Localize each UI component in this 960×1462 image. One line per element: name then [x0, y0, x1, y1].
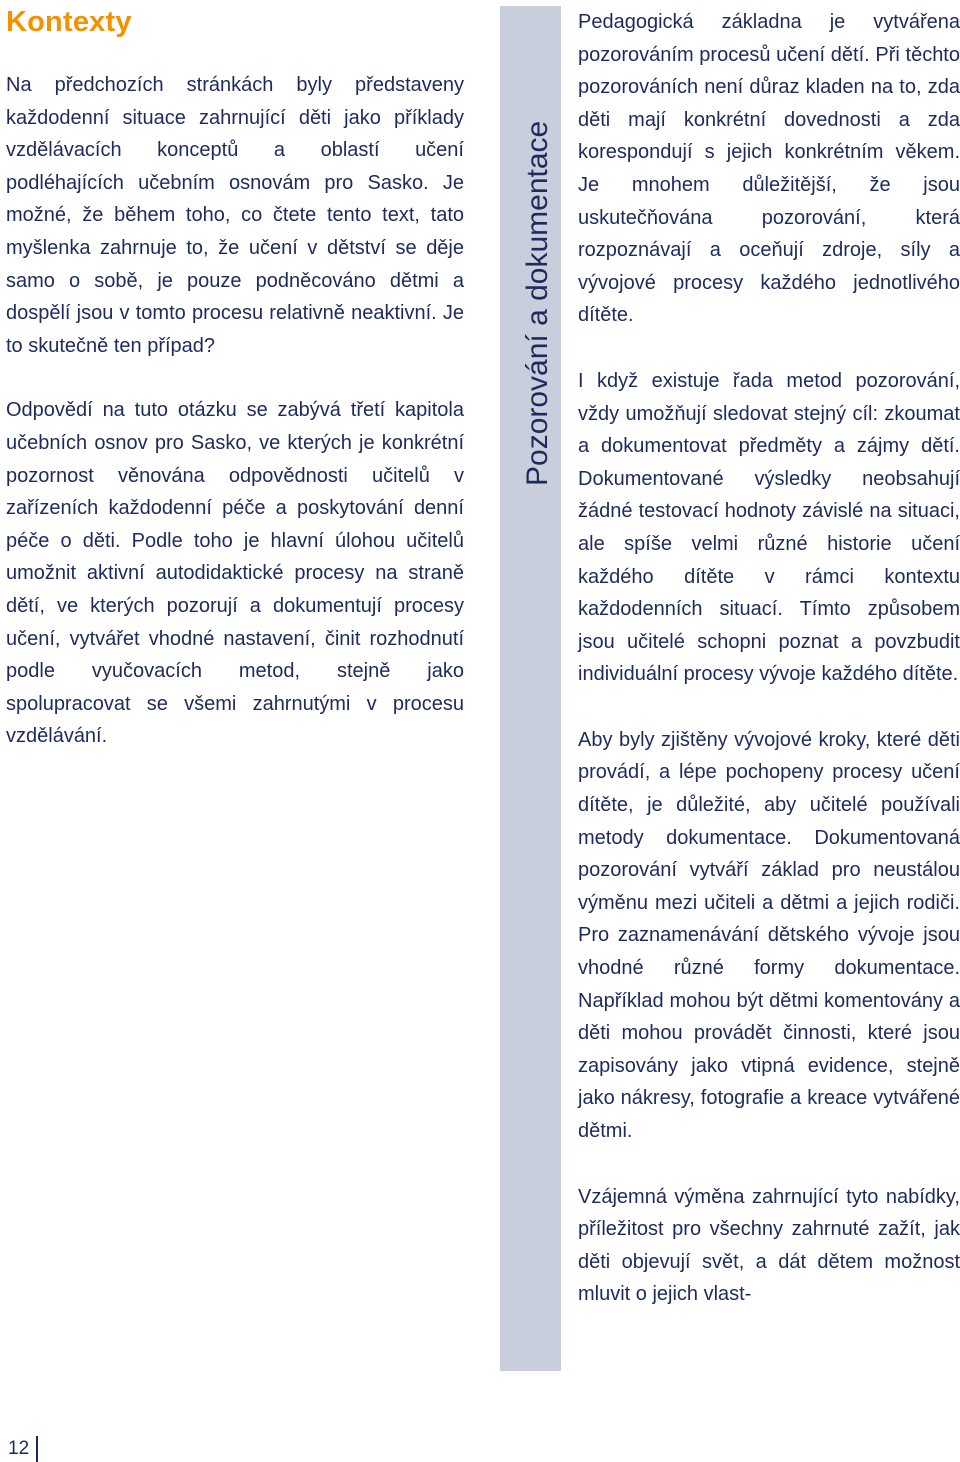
page-number: 12 [8, 1438, 30, 1459]
paragraph: Aby byly zjištěny vývojové kroky, které děti provádí, a lépe pochopeny procesy učení dítěte, je důležité, aby učitelé používali metody dokumentace. Dokumentovaná pozorování vytváří základ pro neustálou výměnu mezi učiteli a dětmi a jejich rodiči. Pro zaznamenávání dětského vývoje jsou vhodné různé formy dokumentace. Například mohou být dětmi komentovány a děti mohou provádět činnosti, které jsou zapisovány jako vtipná evidence, stejně jako nákresy, fotografie a kreace vytvářené dětmi. [578, 728, 960, 1142]
paragraph: Vzájemná výměna zahrnující tyto nabídky, příležitost pro všechny zahrnuté zažít, jak děti objevují svět, a dát dětem možnost mluvit o jejich vlast- [578, 1185, 960, 1306]
page-title: Kontexty [6, 6, 132, 38]
section-sidebar-label: Pozorování a dokumentace [521, 120, 554, 486]
paragraph: Na předchozích stránkách byly představeny každodenní situace zahrnující děti jako příklady vzdělávacích konceptů a oblastí učení podléhajících učebním osnovám pro Sasko. Je možné, že během toho, co čtete tento text, tato myšlenka zahrnuje to, že učení v dětství se děje samo o sobě, je pouze podněcováno dětmi a dospělí jsou v tomto procesu relativně neaktivní. Je to skutečně ten případ? [6, 74, 464, 357]
paragraph: Odpovědí na tuto otázku se zabývá třetí kapitola učebních osnov pro Sasko, ve kterých je konkrétní pozornost věnována odpovědnosti učitelů v zařízeních každodenní péče a poskytování denní péče o děti. Podle toho je hlavní úlohou učitelů umožnit aktivní autodidaktické procesy na straně dětí, ve kterých pozorují a dokumentují procesy učení, vytvářet vhodné nastavení, činit rozhodnutí podle vyučovacích metod, stejně jako spolupracovat se všemi zahrnutými v procesu vzdělávání. [6, 399, 464, 748]
paragraph: Pedagogická základna je vytvářena pozorováním procesů učení dětí. Při těchto pozorováních není důraz kladen na to, zda děti mají konkrétní dovednosti a zda korespondují s jejich konkrétním věkem. Je mnohem důležitější, že jsou uskutečňována pozorování, která rozpoznávají a oceňují zdroje, síly a vývojové procesy každého jednotlivého dítěte. [578, 11, 960, 327]
right-column [578, 6, 960, 1311]
left-column [6, 69, 464, 753]
page-number-divider [36, 1436, 38, 1462]
paragraph: I když existuje řada metod pozorování, vždy umožňují sledovat stejný cíl: zkoumat a dokumentovat předměty a zájmy dětí. Dokumentované výsledky neobsahují žádné testovací hodnoty závislé na situaci, ale spíše velmi různé historie učení každého dítěte v rámci kontextu každodenních situací. Tímto způsobem jsou učitelé schopni poznat a povzbudit individuální procesy vývoje každého dítěte. [578, 369, 960, 686]
